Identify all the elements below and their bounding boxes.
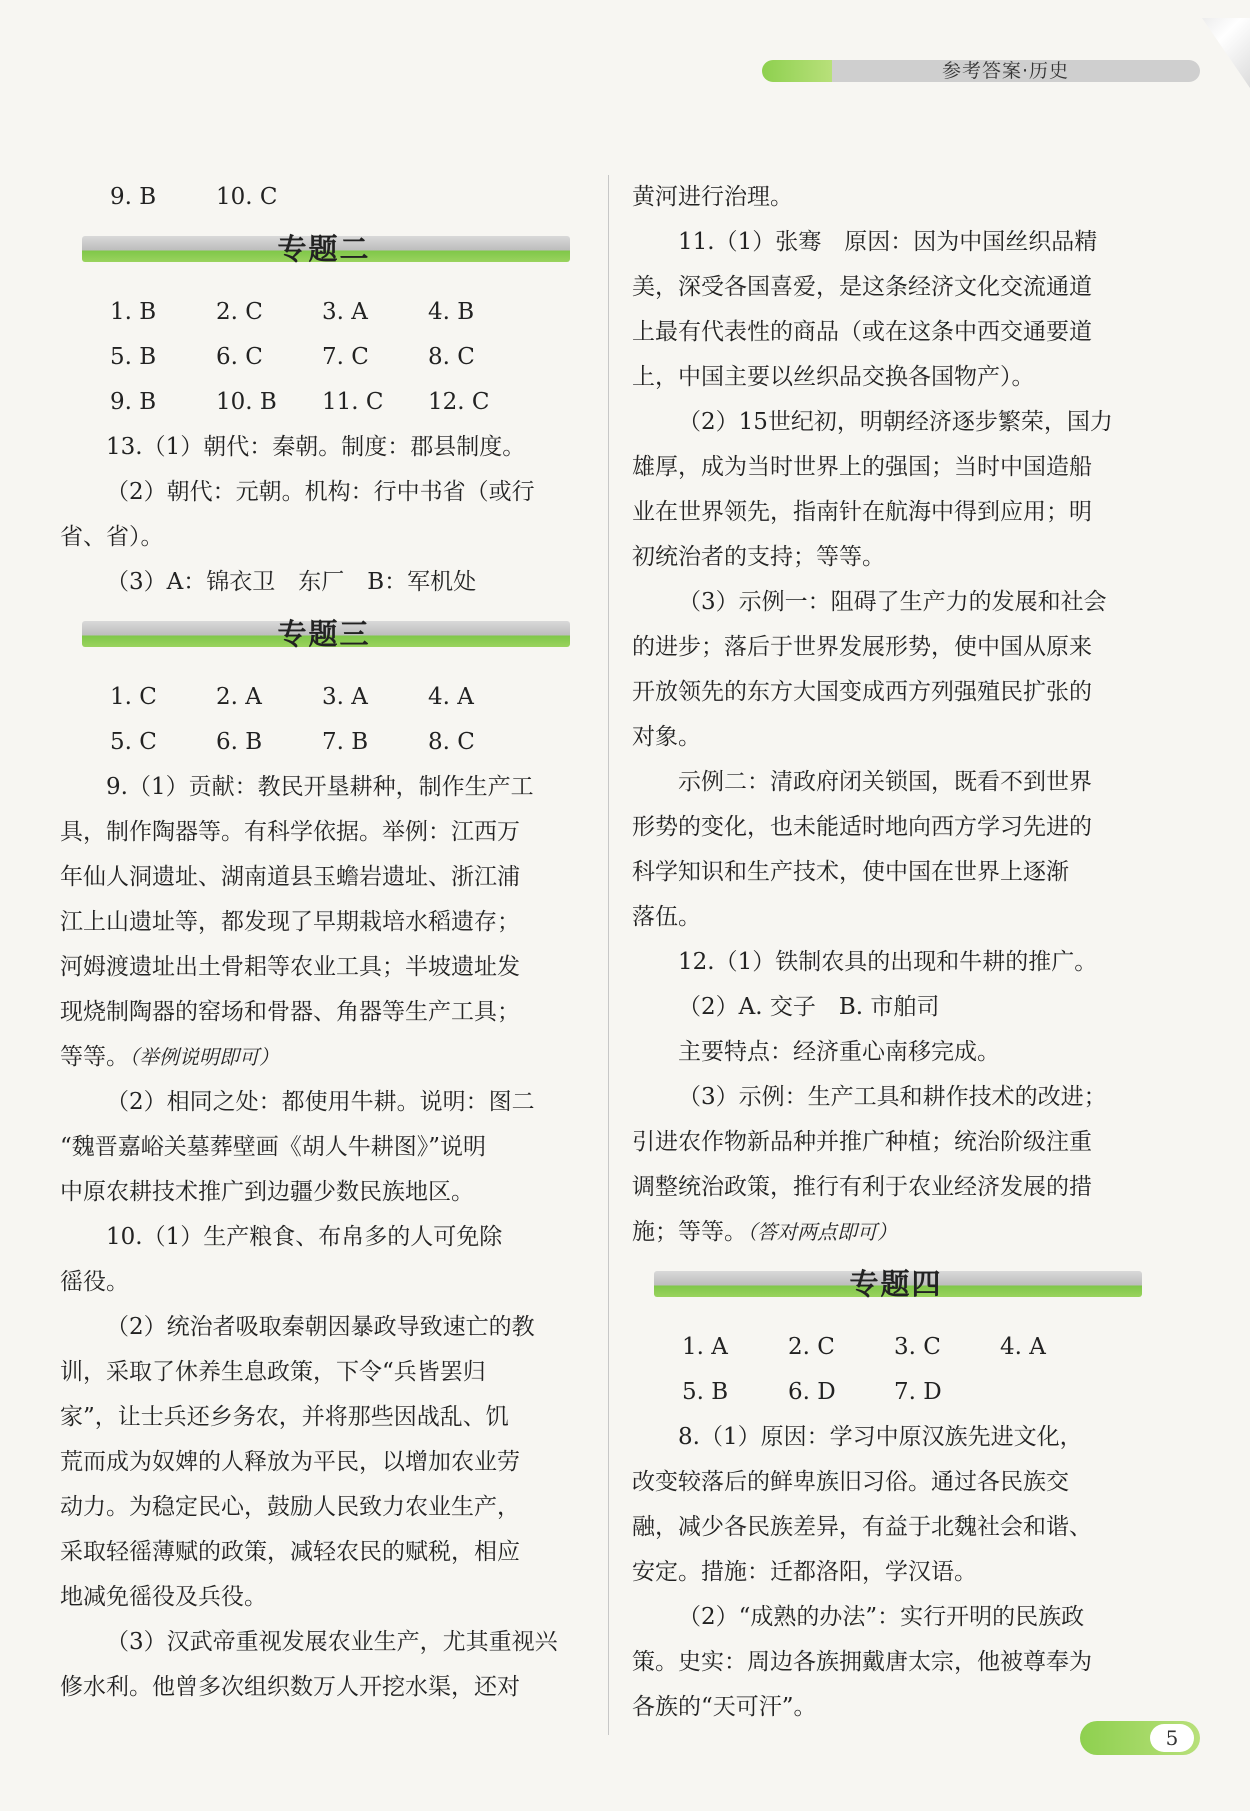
text-line: 改变较落后的鲜卑族旧习俗。通过各民族交 bbox=[632, 1469, 1069, 1495]
text-line bbox=[60, 1035, 588, 1080]
section-title: 专题三 bbox=[277, 617, 371, 651]
answer-item: 2. C bbox=[788, 1334, 835, 1360]
text-line: 12.（1）铁制农具的出现和牛耕的推广。 bbox=[678, 949, 1098, 975]
text-line: 8.（1）原因：学习中原汉族先进文化， bbox=[678, 1424, 1083, 1450]
answer-item: 8. C bbox=[428, 344, 475, 370]
text-line: 修水利。他曾多次组织数万人开挖水渠，还对 bbox=[60, 1674, 520, 1700]
text-line: 科学知识和生产技术，使中国在世界上逐渐 bbox=[632, 859, 1069, 885]
answer-item: 5. B bbox=[682, 1379, 729, 1405]
note-text: （举例说明即可） bbox=[129, 1045, 279, 1069]
column-divider bbox=[608, 175, 609, 1735]
answer-row bbox=[60, 380, 588, 425]
answer-item: 10. B bbox=[216, 389, 277, 415]
text-line: 的进步；落后于世界发展形势，使中国从原来 bbox=[632, 634, 1092, 660]
text-line: 采取轻徭薄赋的政策，减轻农民的赋税，相应 bbox=[60, 1539, 520, 1565]
answer-item: 6. B bbox=[216, 729, 263, 755]
answer-item: 3. C bbox=[894, 1334, 941, 1360]
text-line: 雄厚，成为当时世界上的强国；当时中国造船 bbox=[632, 454, 1092, 480]
answer-item: 6. C bbox=[216, 344, 263, 370]
answer-row bbox=[632, 1325, 1160, 1370]
answer-row bbox=[60, 335, 588, 380]
answer-item: 2. C bbox=[216, 299, 263, 325]
answer-row bbox=[60, 175, 588, 220]
answer-item: 7. D bbox=[894, 1379, 942, 1405]
answer-item: 10. C bbox=[216, 184, 278, 210]
answer-row bbox=[60, 720, 588, 765]
text-line bbox=[632, 1210, 1160, 1255]
answer-item: 5. C bbox=[110, 729, 157, 755]
text-line: 示例二：清政府闭关锁国，既看不到世界 bbox=[678, 769, 1092, 795]
answer-item: 9. B bbox=[110, 184, 157, 210]
text-line: 美，深受各国喜爱，是这条经济文化交流通道 bbox=[632, 274, 1092, 300]
section-heading-4 bbox=[632, 1259, 1160, 1319]
answer-item: 4. B bbox=[428, 299, 475, 325]
answer-item: 4. A bbox=[428, 684, 474, 710]
answer-row bbox=[60, 675, 588, 720]
text-line: 落伍。 bbox=[632, 904, 701, 930]
answer-item: 9. B bbox=[110, 389, 157, 415]
text-line: “魏晋嘉峪关墓葬壁画《胡人牛耕图》”说明 bbox=[60, 1134, 487, 1160]
text-line: 策。史实：周边各族拥戴唐太宗，他被尊奉为 bbox=[632, 1649, 1092, 1675]
text-line: 初统治者的支持；等等。 bbox=[632, 544, 885, 570]
text-line: 融，减少各民族差异，有益于北魏社会和谐、 bbox=[632, 1514, 1092, 1540]
answer-item: 7. C bbox=[322, 344, 369, 370]
text-line: 年仙人洞遗址、湖南道县玉蟾岩遗址、浙江浦 bbox=[60, 864, 520, 890]
text-line: （2）A. 交子 B. 市舶司 bbox=[678, 994, 940, 1020]
section-title: 专题二 bbox=[277, 232, 371, 266]
text-line: 开放领先的东方大国变成西方列强殖民扩张的 bbox=[632, 679, 1092, 705]
text-fragment: 施；等等。 bbox=[632, 1219, 747, 1245]
right-column bbox=[632, 175, 1160, 1730]
text-line: 动力。为稳定民心，鼓励人民致力农业生产， bbox=[60, 1494, 520, 1520]
text-line: 上最有代表性的商品（或在这条中西交通要道 bbox=[632, 319, 1092, 345]
answer-item: 1. B bbox=[110, 299, 157, 325]
text-line: 荒而成为奴婢的人释放为平民，以增加农业劳 bbox=[60, 1449, 520, 1475]
text-line: 中原农耕技术推广到边疆少数民族地区。 bbox=[60, 1179, 474, 1205]
note-text: （答对两点即可） bbox=[747, 1220, 897, 1244]
answer-row bbox=[60, 290, 588, 335]
text-line: 9.（1）贡献：教民开垦耕种，制作生产工 bbox=[106, 774, 534, 800]
page-number-badge bbox=[1080, 1720, 1200, 1756]
text-line: 引进农作物新品种并推广种植；统治阶级注重 bbox=[632, 1129, 1092, 1155]
answer-item: 1. C bbox=[110, 684, 157, 710]
text-line: 业在世界领先，指南针在航海中得到应用；明 bbox=[632, 499, 1092, 525]
text-line: 10.（1）生产粮食、布帛多的人可免除 bbox=[106, 1224, 503, 1250]
text-line: 对象。 bbox=[632, 724, 701, 750]
text-line: 上，中国主要以丝织品交换各国物产）。 bbox=[632, 364, 1035, 390]
answer-item: 3. A bbox=[322, 299, 368, 325]
text-line: 形势的变化，也未能适时地向西方学习先进的 bbox=[632, 814, 1092, 840]
text-line: （2）“成熟的办法”：实行开明的民族政 bbox=[678, 1604, 1085, 1630]
section-heading-3 bbox=[60, 609, 588, 669]
text-line: 家”，让士兵还乡务农，并将那些因战乱、饥 bbox=[60, 1404, 509, 1430]
page-header bbox=[762, 58, 1200, 84]
text-line: （3）汉武帝重视发展农业生产，尤其重视兴 bbox=[106, 1629, 558, 1655]
text-line: （3）示例一：阻碍了生产力的发展和社会 bbox=[678, 589, 1107, 615]
answer-row bbox=[632, 1370, 1160, 1415]
answer-item: 8. C bbox=[428, 729, 475, 755]
text-line: 黄河进行治理。 bbox=[632, 184, 793, 210]
text-line: 主要特点：经济重心南移完成。 bbox=[678, 1039, 1000, 1065]
answer-item: 3. A bbox=[322, 684, 368, 710]
text-line: （2）统治者吸取秦朝因暴政导致速亡的教 bbox=[106, 1314, 535, 1340]
text-line: （2）15世纪初，明朝经济逐步繁荣，国力 bbox=[678, 409, 1113, 435]
text-line: 安定。措施：迁都洛阳，学汉语。 bbox=[632, 1559, 977, 1585]
section-title: 专题四 bbox=[849, 1267, 943, 1301]
section-heading-2 bbox=[60, 224, 588, 284]
answer-item: 6. D bbox=[788, 1379, 836, 1405]
text-line: 徭役。 bbox=[60, 1269, 129, 1295]
text-line: 13.（1）朝代：秦朝。制度：郡县制度。 bbox=[106, 434, 526, 460]
answer-item: 4. A bbox=[1000, 1334, 1046, 1360]
text-line: 江上山遗址等，都发现了早期栽培水稻遗存； bbox=[60, 909, 520, 935]
header-green-tab bbox=[762, 60, 832, 82]
answer-item: 1. A bbox=[682, 1334, 728, 1360]
answer-item: 2. A bbox=[216, 684, 262, 710]
answer-item: 5. B bbox=[110, 344, 157, 370]
page-number-pill bbox=[1080, 1721, 1200, 1755]
text-line: 11.（1）张骞 原因：因为中国丝织品精 bbox=[678, 229, 1098, 255]
answer-item: 12. C bbox=[428, 389, 490, 415]
answer-item: 7. B bbox=[322, 729, 369, 755]
text-line: 具，制作陶器等。有科学依据。举例：江西万 bbox=[60, 819, 520, 845]
text-line: 各族的“天可汗”。 bbox=[632, 1694, 817, 1720]
text-fragment: 等等。 bbox=[60, 1044, 129, 1070]
text-line: 地减免徭役及兵役。 bbox=[60, 1584, 267, 1610]
text-line: （2）相同之处：都使用牛耕。说明：图二 bbox=[106, 1089, 535, 1115]
header-bar bbox=[832, 60, 1200, 82]
text-line: 现烧制陶器的窑场和骨器、角器等生产工具； bbox=[60, 999, 520, 1025]
page-number: 5 bbox=[1150, 1724, 1194, 1752]
text-line: 训，采取了休养生息政策，下令“兵皆罢归 bbox=[60, 1359, 486, 1385]
text-line: 调整统治政策，推行有利于农业经济发展的措 bbox=[632, 1174, 1092, 1200]
left-column bbox=[60, 175, 588, 1710]
header-title: 参考答案·历史 bbox=[942, 60, 1070, 82]
text-line: 河姆渡遗址出土骨耜等农业工具；半坡遗址发 bbox=[60, 954, 520, 980]
text-line: （3）A：锦衣卫 东厂 B：军机处 bbox=[106, 569, 477, 595]
answer-item: 11. C bbox=[322, 389, 384, 415]
text-line: （3）示例：生产工具和耕作技术的改进； bbox=[678, 1084, 1107, 1110]
text-line: （2）朝代：元朝。机构：行中书省（或行 bbox=[106, 479, 535, 505]
text-line: 省、省）。 bbox=[60, 524, 164, 550]
